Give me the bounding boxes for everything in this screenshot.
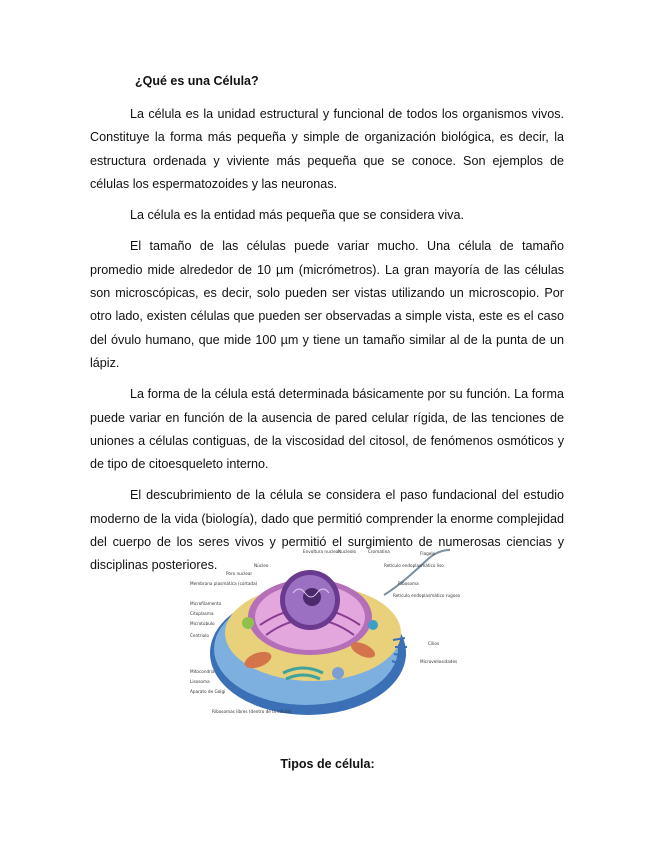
paragraph-3: El tamaño de las células puede variar mucho. Una célula de tamaño promedio mide alrededor de 10 µm (micrómetros). La gran mayoría de las células son microscópicas, es decir, solo pueden ser vistas utilizando un microscopio. Por otro lado, existen células que pueden ser observadas a simple vista, este es el caso del óvulo humano, que mide 100 µm y tiene un tamaño similar al de la punta de un lápiz. (90, 239, 564, 370)
paragraph-4: La forma de la célula está determinada básicamente por su función. La forma puede variar en función de la ausencia de pared celular rígida, de las tenciones de uniones a células contiguas, de la viscosidad del citosol, de fenómenos osmóticos y de tipo de citoesqueleto interno. (90, 387, 564, 472)
label-nucleo: Núcleo (254, 563, 269, 568)
section-title: Tipos de célula: (280, 757, 375, 771)
label-microtubulo: Microtúbulo (190, 621, 215, 626)
paragraph-5: El descubrimiento de la célula se considera el paso fundacional del estudio moderno de la vida (biología), dado que permitió comprender la enorme complejidad del cuerpo de los seres vivos y permitió el surgimiento de numerosas ciencias y disciplinas posteriores. (90, 488, 564, 573)
label-microfilamento: Microfilamento (190, 601, 222, 606)
label-golgi: Aparato de Golgi (190, 689, 226, 694)
label-lisosoma: Lisosoma (190, 679, 210, 684)
cell-diagram (188, 545, 470, 720)
label-membrana: Membrana plasmática (cortada) (190, 581, 258, 586)
label-ribosomas-libres: Ribosomas libres (dentro de la célula) (212, 709, 292, 714)
label-poro: Poro nuclear (226, 571, 253, 576)
page-title: ¿Qué es una Célula? (135, 74, 259, 88)
paragraph-2: La célula es la entidad más pequeña que se considera viva. (130, 208, 464, 223)
label-centriolo: Centriolo (190, 633, 209, 638)
label-ribosoma: Ribosoma (398, 581, 419, 586)
body-text (90, 103, 564, 586)
label-cromatina: Cromatina (368, 549, 390, 554)
label-microvellosidades: Microvellosidades (420, 659, 458, 664)
cell-illustration (188, 545, 470, 720)
paragraph-1: La célula es la unidad estructural y funcional de todos los organismos vivos. Constituye la forma más pequeña y simple de organización biológica, es decir, la estructura ordenada y viviente más pequeña que se conoce. Son ejemplos de células los espermatozoides y las neuronas. (90, 107, 564, 191)
label-reticulo-liso: Retículo endoplasmático liso (384, 563, 444, 568)
label-mitocondria: Mitocondria (190, 669, 215, 674)
label-flagelo: Flagelo (420, 551, 436, 556)
label-nucleolo: Nucleolo (338, 549, 357, 554)
label-reticulo-rugoso: Retículo endoplasmático rugoso (393, 593, 461, 598)
label-citoplasma: Citoplasma (190, 611, 214, 616)
label-envoltura: Envoltura nuclear (303, 549, 341, 554)
label-cilios: Cilios (428, 641, 440, 646)
